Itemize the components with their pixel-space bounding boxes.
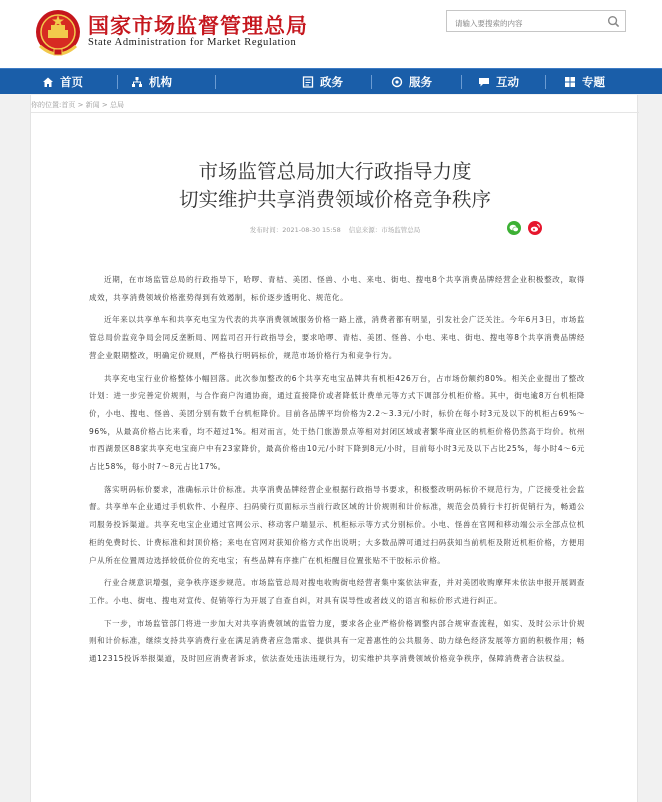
article-meta [31,225,639,234]
article-paragraph: 近期，在市场监管总局的行政指导下，哈啰、青桔、美团、怪兽、小电、来电、街电、搜电8个共享消费品牌经营企业积极整改，取得成效，共享消费领域价格涨势得到有效遏制，标价逐步透明化、规范化。 [89,275,585,302]
article-paragraph: 近年来以共享单车和共享充电宝为代表的共享消费领域服务价格一路上涨，消费者都有明显，引发社会广泛关注。今年6月3日，市场监管总局价监竞争局会同反垄断局、网监司召开行政指导会，要求哈啰、青桔、美团、怪兽、小电、来电、街电、搜电等8个共享消费品牌经营企业限期整改，明确定价规则，严格执行明码标价，规范市场价格行为和竞争行为。 [89,315,585,360]
weibo-icon[interactable] [528,221,542,235]
site-title[interactable]: 国家市场监督管理总局 [88,14,308,38]
service-icon [391,76,403,88]
org-icon [131,76,143,88]
article-paragraph: 下一步，市场监管部门将进一步加大对共享消费领域的监管力度，要求各企业严格价格调整内部合规审查流程，如实、及时公示计价规则和计价标准，继续支持共享消费行业在满足消费者应急需求、提供具有一定普惠性的公共服务、助力绿色经济发展等方面的积极作用；畅通12315投诉举报渠道，及时回应消费者诉求，依法查处违法违规行为，切实维护共享消费领域价格竞争秩序，保障消费者合法权益。 [89,618,585,664]
topic-icon [564,76,576,88]
national-emblem-logo[interactable] [34,8,82,58]
article-page [30,95,638,802]
wechat-icon[interactable] [507,221,521,235]
site-title-en: State Administration for Market Regulation [88,37,297,48]
nav-label: 服务 [409,75,432,89]
publish-date: 发布时间：2021-08-30 15:58 [249,226,341,234]
site-header [0,0,662,68]
nav-label: 政务 [320,75,343,89]
interaction-icon [478,76,490,88]
home-icon [42,76,54,88]
article-paragraph: 行业合规意识增强，竞争秩序逐步规范。市场监管总局对搜电收购街电经营者集中案依法审查，并对美团收购摩拜未依法申报开展调查工作。小电、街电、搜电对宣传、促销等行为开展了自查自纠，对具有误导性或者歧义的语言和标价形式进行纠正。 [89,578,585,605]
nav-item-service[interactable] [391,69,432,95]
article-title-line-2: 切实维护共享消费领域价格竞争秩序 [178,188,491,211]
main-nav [0,68,662,94]
nav-item-interaction[interactable] [478,69,519,95]
search-icon[interactable] [607,15,620,28]
breadcrumb[interactable]: 你的位置:首页 > 新闻 > 总局 [31,101,124,109]
search-box [446,10,626,32]
search-input[interactable] [447,14,597,34]
nav-item-government[interactable] [302,69,343,95]
nav-label: 机构 [149,75,172,89]
article-title-line-1: 市场监管总局加大行政指导力度 [198,160,472,183]
nav-label: 互动 [496,75,519,89]
nav-label: 首页 [60,75,83,89]
article-paragraph: 共享充电宝行业价格整体小幅回落。此次参加整改的6个共享充电宝品牌共有机柜426万台，占市场份额约80%。相关企业提出了整改计划：进一步完善定价规则，与合作商户沟通协商，通过直接降价或者降低计费单元等方式下调部分机柜价格。其中，街电逾8万台机柜降价，小电、搜电、怪兽、美团分别有数千台机柜降价。目前各品牌平均价格为2.2～3.3元/小时，标价在每小时3元及以下的机柜占69%～96%，从最高价格占比来看，均不超过1%。相对而言，处于热门旅游景点等相对封闭区域或者繁华商业区的机柜价格仍然高于均价。杭州市西湖景区88家共享充电宝商户中有23家降价，最高价格由10元/小时下降到8元/小时，目前每小时3元及以下占比25%，每小时4～6元占比58%，每小时7～8元占比17%。 [89,373,585,472]
government-icon [302,76,314,88]
nav-item-org[interactable] [131,69,172,95]
divider [31,112,639,113]
nav-label: 专题 [582,75,605,89]
article-body [89,271,585,673]
article-source: 信息来源：市场监管总局 [348,226,421,234]
nav-item-topic[interactable] [564,69,605,95]
nav-item-home[interactable] [42,69,83,95]
article-paragraph: 落实明码标价要求，准确标示计价标准。共享消费品牌经营企业根据行政指导书要求，积极整改明码标价不规范行为，广泛接受社会监督。共享单车企业通过手机软件、小程序、扫码骑行页面标示当前行政区域的计价规则和计价标准，规范会员骑行卡打折促销行为，畅通公司服务投诉渠道。共享充电宝企业通过官网公示、移动客户端显示、机柜标示等方式分别标价。小电、怪兽在官网和移动端公示全部点位机柜的免费时长、计费标准和封顶价格；来电在官网对获知价格方式作出说明；大多数品牌可通过扫码获知当前机柜及附近机柜价格，方便用户从所在位置周边选择较低价位的充电宝；有些品牌有序推广在机柜醒目位置张贴不干胶标示价格。 [89,484,585,565]
